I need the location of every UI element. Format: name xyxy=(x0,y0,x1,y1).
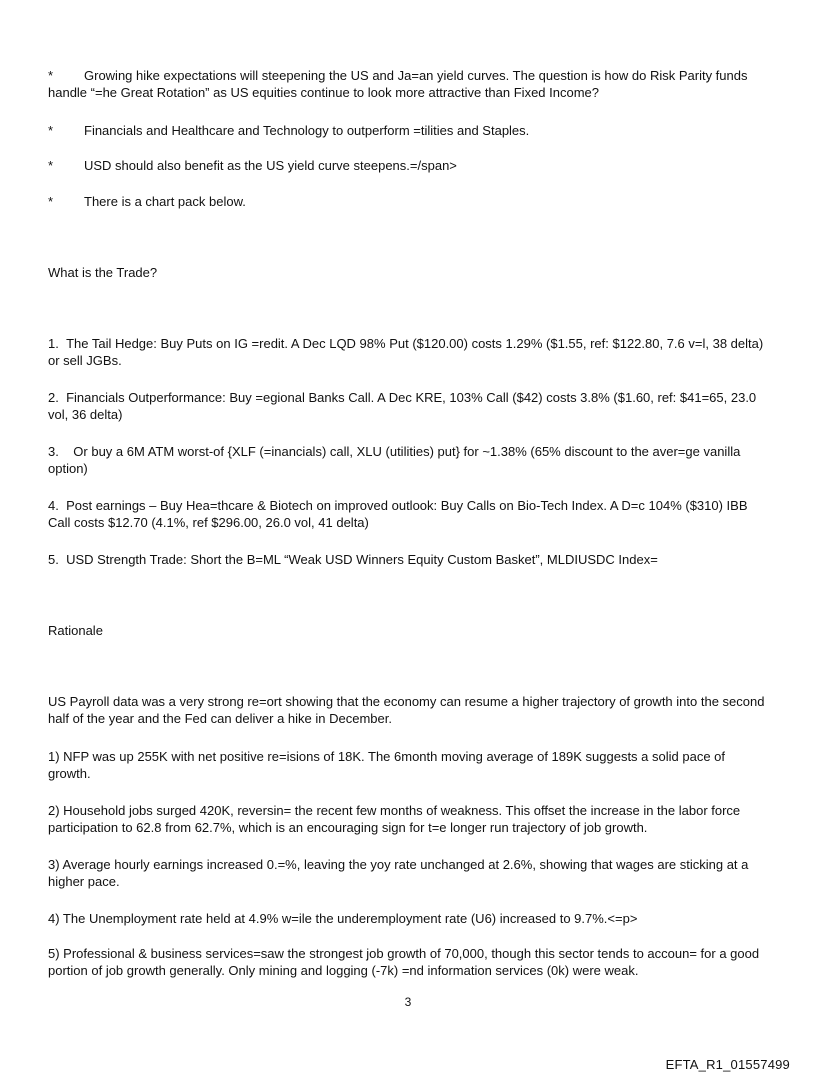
bullet-marker: * xyxy=(48,158,54,173)
bullet-text: Growing hike expectations will steepening the US and Ja=an yield curves. The question is how do Risk Parity funds handle “=he Great Rotation” as US equities continue to look more attractive than Fixed Income? xyxy=(48,68,748,100)
rationale-point: 5) Professional & business services=saw the strongest job growth of 70,000, though this sector tends to accoun= for a good portion of job growth generally. Only mining and logging (-7k) =nd information services (0k) were weak. xyxy=(48,946,760,978)
bullet-marker: * xyxy=(48,123,54,138)
rationale-intro: US Payroll data was a very strong re=ort showing that the economy can resume a higher trajectory of growth into the second half of the year and the Fed can deliver a hike in December. xyxy=(48,694,765,726)
rationale-point: 1) NFP was up 255K with net positive re=isions of 18K. The 6month moving average of 189K suggests a solid pace of growth. xyxy=(48,749,725,781)
trade-item: 3. Or buy a 6M ATM worst-of {XLF (=inancials) call, XLU (utilities) put} for ~1.38% (65% discount to the aver=ge vanilla option) xyxy=(48,444,741,476)
document-id-footer: EFTA_R1_01557499 xyxy=(665,1057,790,1072)
bullet-marker: * xyxy=(48,194,54,209)
bullet-item xyxy=(48,193,770,210)
rationale-point: 2) Household jobs surged 420K, reversin= the recent few months of weakness. This offset the increase in the labor force participation to 62.8 from 62.7%, which is an encouraging sign for t=e longer run trajectory of job growth. xyxy=(48,803,741,835)
section-heading-trade: What is the Trade? xyxy=(48,265,158,280)
bullet-item xyxy=(48,157,770,174)
bullet-text: USD should also benefit as the US yield curve steepens.=/span> xyxy=(84,158,457,173)
section-heading-rationale: Rationale xyxy=(48,623,103,638)
bullet-text: Financials and Healthcare and Technology to outperform =tilities and Staples. xyxy=(84,123,530,138)
trade-item: 5. USD Strength Trade: Short the B=ML “Weak USD Winners Equity Custom Basket”, MLDIUSDC Index= xyxy=(48,552,658,567)
trade-item: 4. Post earnings – Buy Hea=thcare & Biotech on improved outlook: Buy Calls on Bio-Tech Index. A D=c 104% ($310) IBB Call costs $12.70 (4.1%, ref $296.00, 26.0 vol, 41 delta) xyxy=(48,498,748,530)
bullet-item xyxy=(48,122,770,139)
page-number: 3 xyxy=(404,995,412,1009)
trade-item: 1. The Tail Hedge: Buy Puts on IG =redit. A Dec LQD 98% Put ($120.00) costs 1.29% ($1.55, ref: $122.80, 7.6 v=l, 38 delta) or sell JGBs. xyxy=(48,336,764,368)
rationale-point: 3) Average hourly earnings increased 0.=%, leaving the yoy rate unchanged at 2.6%, showing that wages are sticking at a higher pace. xyxy=(48,857,749,889)
rationale-point: 4) The Unemployment rate held at 4.9% w=ile the underemployment rate (U6) increased to 9.7%.<=p> xyxy=(48,911,638,926)
bullet-item xyxy=(48,67,770,101)
trade-item: 2. Financials Outperformance: Buy =egional Banks Call. A Dec KRE, 103% Call ($42) costs 3.8% ($1.60, ref: $41=65, 23.0 vol, 36 delta) xyxy=(48,390,757,422)
bullet-text: There is a chart pack below. xyxy=(84,194,246,209)
bullet-marker: * xyxy=(48,68,54,83)
